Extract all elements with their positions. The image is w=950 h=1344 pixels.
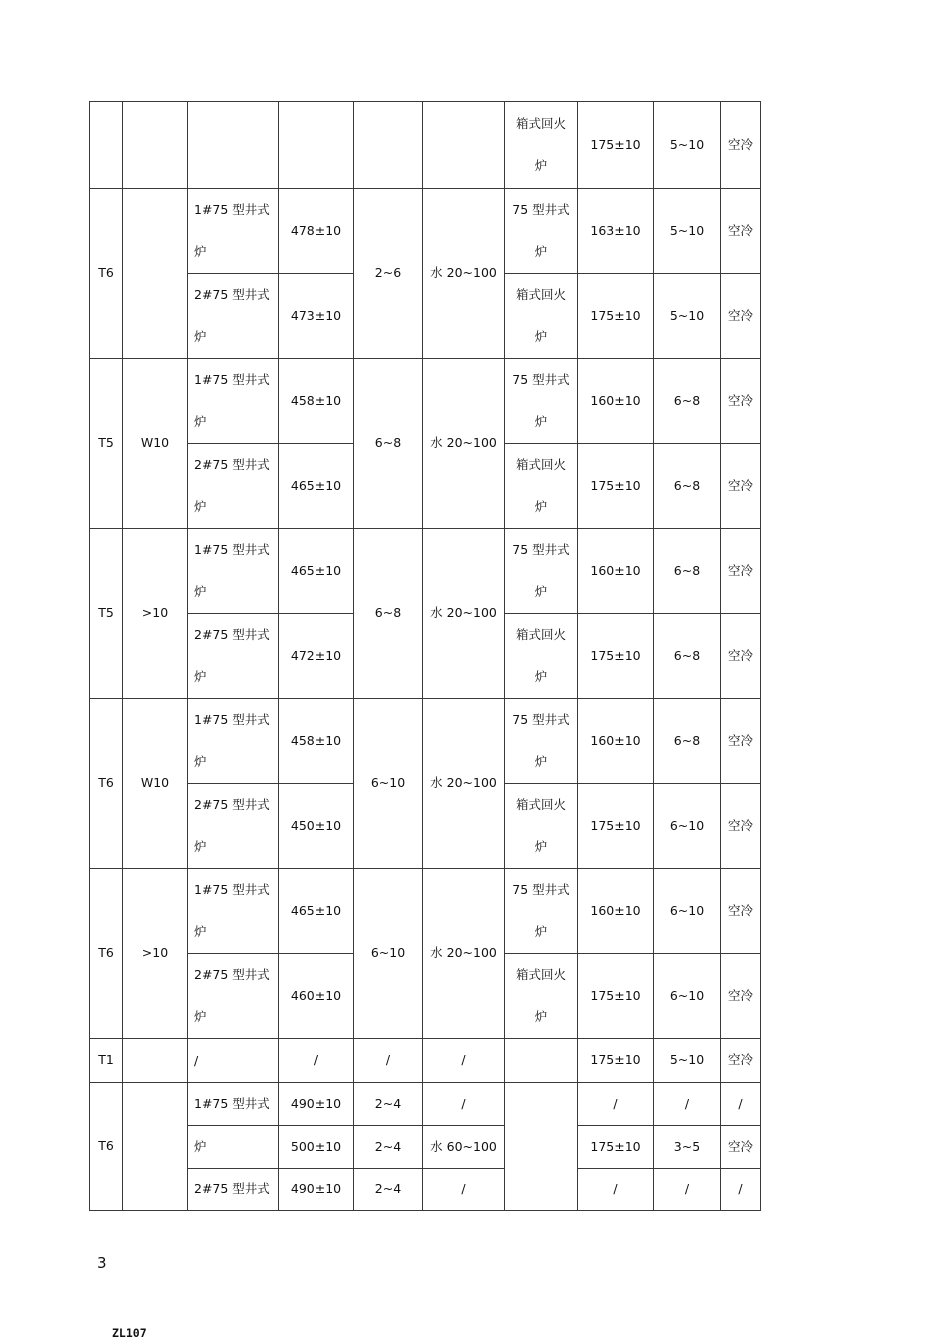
- temper-temp-cell: 163±10: [578, 189, 654, 274]
- temper-furnace-cell: 75 型井式 炉: [505, 189, 578, 274]
- temper-time-cell: 5~10: [654, 1039, 721, 1083]
- furnace-cell: 2#75 型井式 炉: [188, 614, 279, 699]
- quench-medium-cell: 水 20~100: [423, 869, 505, 1039]
- furnace-cell: [188, 102, 279, 189]
- size-cell: W10: [123, 699, 188, 869]
- cooling-cell: 空冷: [721, 274, 761, 359]
- footer-code: ZL107: [112, 1326, 147, 1340]
- solution-temp-cell: 460±10: [279, 954, 354, 1039]
- temper-temp-cell: 175±10: [578, 1039, 654, 1083]
- alloy-state-cell: T6: [90, 1083, 123, 1211]
- temper-furnace-cell: 箱式回火 炉: [505, 444, 578, 529]
- solution-temp-cell: 490±10: [279, 1169, 354, 1211]
- quench-medium-cell: [423, 102, 505, 189]
- temper-temp-cell: /: [578, 1169, 654, 1211]
- furnace-cell: 1#75 型井式 炉: [188, 869, 279, 954]
- furnace-cell: 1#75 型井式 炉: [188, 529, 279, 614]
- alloy-state-cell: T6: [90, 189, 123, 359]
- alloy-state-cell: T5: [90, 359, 123, 529]
- temper-time-cell: 5~10: [654, 102, 721, 189]
- hold-time-cell: 6~10: [354, 869, 423, 1039]
- hold-time-cell: 6~10: [354, 699, 423, 869]
- solution-temp-cell: 465±10: [279, 529, 354, 614]
- temper-temp-cell: 175±10: [578, 444, 654, 529]
- quench-medium-cell: 水 20~100: [423, 529, 505, 699]
- temper-furnace-cell: 箱式回火 炉: [505, 784, 578, 869]
- size-cell: >10: [123, 529, 188, 699]
- hold-time-cell: /: [354, 1039, 423, 1083]
- solution-temp-cell: 458±10: [279, 359, 354, 444]
- temper-time-cell: 3~5: [654, 1126, 721, 1169]
- hold-time-cell: 6~8: [354, 529, 423, 699]
- size-cell: [123, 1083, 188, 1211]
- furnace-cell: 1#75 型井式 炉: [188, 699, 279, 784]
- temper-furnace-cell: 箱式回火 炉: [505, 954, 578, 1039]
- temper-temp-cell: 175±10: [578, 784, 654, 869]
- temper-temp-cell: 160±10: [578, 529, 654, 614]
- alloy-state-cell: T6: [90, 699, 123, 869]
- solution-temp-cell: [279, 102, 354, 189]
- temper-furnace-cell: [505, 1083, 578, 1211]
- cooling-cell: 空冷: [721, 189, 761, 274]
- page-number: 3: [97, 1254, 107, 1272]
- table-row: [90, 869, 761, 954]
- temper-time-cell: 6~8: [654, 529, 721, 614]
- cooling-cell: 空冷: [721, 359, 761, 444]
- size-cell: W10: [123, 359, 188, 529]
- cooling-cell: 空冷: [721, 102, 761, 189]
- temper-time-cell: 6~8: [654, 699, 721, 784]
- quench-medium-cell: 水 60~100: [423, 1126, 505, 1169]
- temper-temp-cell: 175±10: [578, 102, 654, 189]
- temper-furnace-cell: [505, 1039, 578, 1083]
- size-cell: [123, 189, 188, 359]
- temper-temp-cell: 175±10: [578, 1126, 654, 1169]
- temper-temp-cell: 175±10: [578, 274, 654, 359]
- cooling-cell: 空冷: [721, 1039, 761, 1083]
- size-cell: [123, 102, 188, 189]
- hold-time-cell: 2~4: [354, 1083, 423, 1126]
- cooling-cell: /: [721, 1083, 761, 1126]
- quench-medium-cell: 水 20~100: [423, 699, 505, 869]
- cooling-cell: 空冷: [721, 614, 761, 699]
- alloy-state-cell: T6: [90, 869, 123, 1039]
- cooling-cell: /: [721, 1169, 761, 1211]
- temper-time-cell: 6~10: [654, 954, 721, 1039]
- quench-medium-cell: /: [423, 1169, 505, 1211]
- temper-furnace-cell: 75 型井式 炉: [505, 359, 578, 444]
- cooling-cell: 空冷: [721, 784, 761, 869]
- temper-time-cell: 5~10: [654, 189, 721, 274]
- temper-time-cell: 6~8: [654, 614, 721, 699]
- table-row: [90, 699, 761, 784]
- hold-time-cell: [354, 102, 423, 189]
- temper-time-cell: 5~10: [654, 274, 721, 359]
- temper-temp-cell: 175±10: [578, 954, 654, 1039]
- quench-medium-cell: 水 20~100: [423, 189, 505, 359]
- temper-time-cell: 6~8: [654, 359, 721, 444]
- table-row: [90, 1083, 761, 1126]
- solution-temp-cell: 458±10: [279, 699, 354, 784]
- temper-time-cell: 6~10: [654, 869, 721, 954]
- furnace-cell: /: [188, 1039, 279, 1083]
- temper-temp-cell: 160±10: [578, 359, 654, 444]
- quench-medium-cell: /: [423, 1039, 505, 1083]
- quench-medium-cell: 水 20~100: [423, 359, 505, 529]
- furnace-cell: 1#75 型井式 炉: [188, 189, 279, 274]
- furnace-cell: 炉: [188, 1126, 279, 1169]
- furnace-cell: 2#75 型井式: [188, 1169, 279, 1211]
- cooling-cell: 空冷: [721, 529, 761, 614]
- alloy-state-cell: T1: [90, 1039, 123, 1083]
- temper-temp-cell: 175±10: [578, 614, 654, 699]
- cooling-cell: 空冷: [721, 869, 761, 954]
- alloy-state-cell: [90, 102, 123, 189]
- furnace-cell: 2#75 型井式 炉: [188, 784, 279, 869]
- alloy-state-cell: T5: [90, 529, 123, 699]
- furnace-cell: 1#75 型井式: [188, 1083, 279, 1126]
- size-cell: >10: [123, 869, 188, 1039]
- temper-furnace-cell: 箱式回火 炉: [505, 614, 578, 699]
- furnace-cell: 2#75 型井式 炉: [188, 274, 279, 359]
- temper-furnace-cell: 箱式回火 炉: [505, 102, 578, 189]
- hold-time-cell: 2~4: [354, 1126, 423, 1169]
- temper-time-cell: 6~10: [654, 784, 721, 869]
- temper-temp-cell: /: [578, 1083, 654, 1126]
- hold-time-cell: 2~6: [354, 189, 423, 359]
- temper-furnace-cell: 75 型井式 炉: [505, 699, 578, 784]
- solution-temp-cell: 472±10: [279, 614, 354, 699]
- solution-temp-cell: 478±10: [279, 189, 354, 274]
- solution-temp-cell: 465±10: [279, 869, 354, 954]
- temper-time-cell: /: [654, 1083, 721, 1126]
- temper-temp-cell: 160±10: [578, 699, 654, 784]
- solution-temp-cell: 450±10: [279, 784, 354, 869]
- cooling-cell: 空冷: [721, 1126, 761, 1169]
- table-row: [90, 1126, 761, 1169]
- size-cell: [123, 1039, 188, 1083]
- table-row: [90, 189, 761, 274]
- temper-furnace-cell: 箱式回火 炉: [505, 274, 578, 359]
- furnace-cell: 1#75 型井式 炉: [188, 359, 279, 444]
- table-row: [90, 1169, 761, 1211]
- hold-time-cell: 6~8: [354, 359, 423, 529]
- temper-time-cell: /: [654, 1169, 721, 1211]
- table-row: [90, 1039, 761, 1083]
- temper-temp-cell: 160±10: [578, 869, 654, 954]
- quench-medium-cell: /: [423, 1083, 505, 1126]
- temper-furnace-cell: 75 型井式 炉: [505, 869, 578, 954]
- furnace-cell: 2#75 型井式 炉: [188, 954, 279, 1039]
- heat-treatment-table: [89, 101, 761, 1211]
- hold-time-cell: 2~4: [354, 1169, 423, 1211]
- table-row: [90, 529, 761, 614]
- solution-temp-cell: 465±10: [279, 444, 354, 529]
- table-row: [90, 359, 761, 444]
- furnace-cell: 2#75 型井式 炉: [188, 444, 279, 529]
- temper-time-cell: 6~8: [654, 444, 721, 529]
- solution-temp-cell: 473±10: [279, 274, 354, 359]
- solution-temp-cell: /: [279, 1039, 354, 1083]
- solution-temp-cell: 500±10: [279, 1126, 354, 1169]
- table-row: [90, 102, 761, 189]
- cooling-cell: 空冷: [721, 699, 761, 784]
- temper-furnace-cell: 75 型井式 炉: [505, 529, 578, 614]
- cooling-cell: 空冷: [721, 444, 761, 529]
- cooling-cell: 空冷: [721, 954, 761, 1039]
- solution-temp-cell: 490±10: [279, 1083, 354, 1126]
